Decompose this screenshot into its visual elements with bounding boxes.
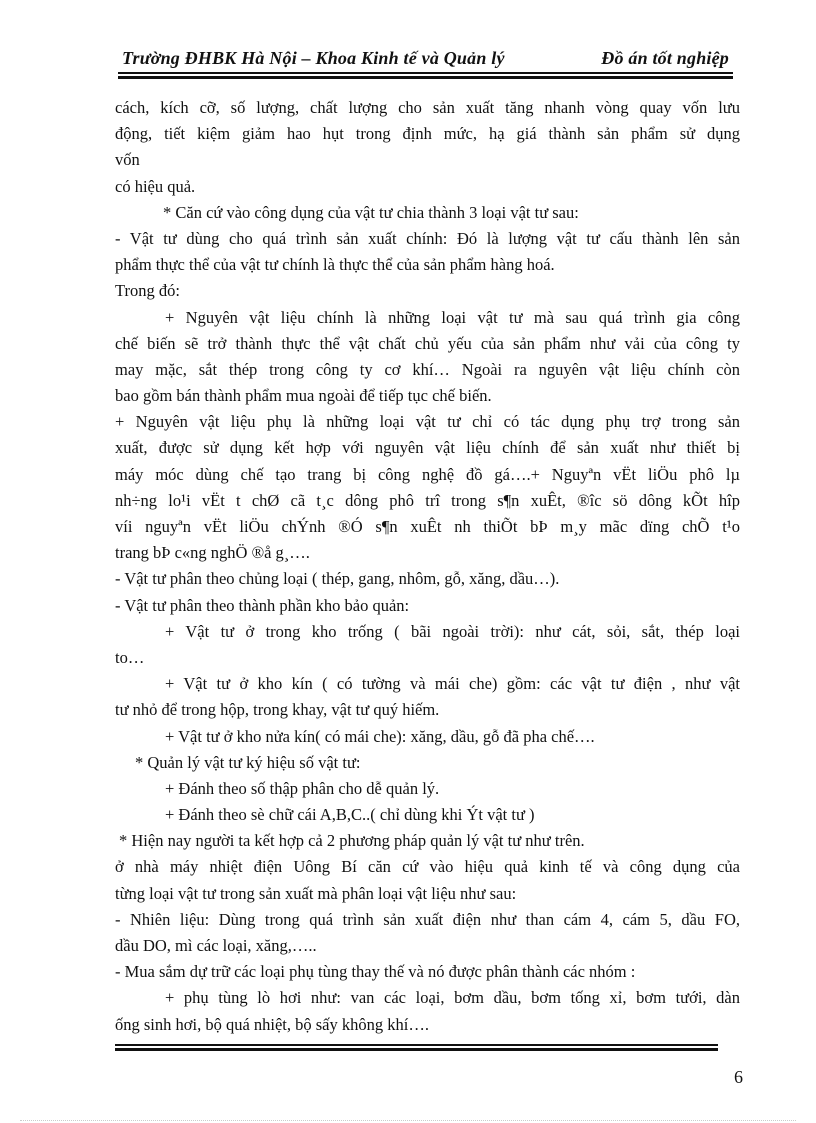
text-line: - Nhiên liệu: Dùng trong quá trình sản xuất điện như than cám 4, cám 5, dầu FO,	[115, 909, 740, 929]
header-institution: Trường ĐHBK Hà Nội – Khoa Kinh tế và Quản lý	[122, 48, 505, 68]
page-bottom-edge	[20, 1120, 796, 1121]
text-line: * Hiện nay người ta kết hợp cả 2 phương pháp quản lý vật tư như trên.	[119, 831, 585, 851]
text-line: to…	[115, 647, 145, 667]
text-line: + Đánh theo số thập phân cho dễ quản lý.	[165, 778, 440, 798]
text-line: nh÷ng lo¹i vËt t chØ cã t¸c dông phô trî trong s¶n xuÊt, ®îc sö dông kÕt hîp	[115, 490, 740, 510]
text-line: + Vật tư ở trong kho trống ( bãi ngoài trời): như cát, sỏi, sắt, thép loại	[165, 621, 740, 641]
text-line: - Mua sắm dự trữ các loại phụ tùng thay thế và nó được phân thành các nhóm :	[115, 962, 636, 982]
header-document-type: Đồ án tốt nghiệp	[601, 48, 729, 68]
text-line: phẩm thực thể của vật tư chính là thực thể của sản phẩm hàng hoá.	[115, 255, 555, 275]
text-line: bao gồm bán thành phẩm mua ngoài để tiếp tục chế biến.	[115, 386, 492, 406]
text-line: víi nguyªn vËt liÖu chÝnh ®Ó s¶n xuÊt nh thiÕt bÞ m¸y mãc dïng chÕ t¹o	[115, 517, 740, 536]
text-line: trang bÞ c«ng nghÖ ®å g¸….	[115, 543, 310, 563]
text-line: máy móc dùng chế tạo trang bị công nghệ đồ gá….+ Nguyªn vËt liÖu phô lµ	[115, 464, 740, 484]
page-header	[118, 44, 733, 72]
text-line: may mặc, sắt thép trong công ty cơ khí… Ngoài ra nguyên vật liệu chính còn	[115, 359, 740, 379]
text-line: tư nhỏ để trong hộp, trong khay, vật tư quý hiếm.	[115, 700, 440, 720]
text-line: + Nguyên vật liệu phụ là những loại vật tư chỉ có tác dụng phụ trợ trong sản	[115, 412, 740, 432]
text-line: * Căn cứ vào công dụng của vật tư chia thành 3 loại vật tư sau:	[163, 202, 579, 222]
text-line: chế biến sẽ trở thành thực thể vật chất chủ yếu của sản phẩm như vải của công ty	[115, 333, 740, 353]
text-line: vốn	[115, 150, 140, 170]
text-line: từng loại vật tư trong sản xuất mà phân loại vật liệu như sau:	[115, 883, 517, 903]
text-line: Trong đó:	[115, 281, 180, 301]
body-text	[115, 95, 740, 1038]
text-line: động, tiết kiệm giảm hao hụt trong định mức, hạ giá thành sản phẩm sử dụng	[115, 124, 740, 144]
text-line: có hiệu quả.	[115, 176, 196, 196]
text-line: cách, kích cỡ, số lượng, chất lượng cho sản xuất tăng nhanh vòng quay vốn lưu	[115, 98, 740, 117]
page-number: 6	[734, 1067, 743, 1087]
text-line: ống sinh hơi, bộ quá nhiệt, bộ sấy không khí….	[115, 1014, 429, 1034]
header-rule-bottom	[118, 76, 733, 79]
text-line: xuất, được sử dụng kết hợp với nguyên vật liệu chính để sản xuất như thiết bị	[115, 438, 740, 458]
text-line: + Đánh theo sè chữ cái A,B,C..( chỉ dùng khi Ýt vật tư )	[165, 805, 535, 825]
footer-rule-top	[115, 1044, 718, 1046]
text-line: * Quản lý vật tư ký hiệu số vật tư:	[135, 752, 361, 772]
header-rule-top	[118, 72, 733, 74]
text-line: - Vật tư phân theo chủng loại ( thép, gang, nhôm, gỗ, xăng, dầu…).	[115, 569, 560, 589]
text-line: + phụ tùng lò hơi như: van các loại, bơm dầu, bơm tống xỉ, bơm tưới, dàn	[165, 988, 740, 1008]
text-line: + Vật tư ở kho kín ( có tường và mái che) gồm: các vật tư điện , như vật	[165, 674, 740, 694]
text-line: - Vật tư phân theo thành phần kho bảo quản:	[115, 595, 410, 615]
text-line: + Nguyên vật liệu chính là những loại vật tư mà sau quá trình gia công	[165, 307, 740, 327]
footer-rule-bottom	[115, 1048, 718, 1051]
text-line: ở nhà máy nhiệt điện Uông Bí căn cứ vào hiệu quả kinh tế và công dụng của	[115, 857, 740, 877]
text-line: dầu DO, mì các loại, xăng,…..	[115, 936, 317, 955]
text-line: - Vật tư dùng cho quá trình sản xuất chính: Đó là lượng vật tư cấu thành lên sản	[115, 228, 740, 248]
text-line: + Vật tư ở kho nửa kín( có mái che): xăng, dầu, gỗ đã pha chế….	[165, 726, 595, 746]
